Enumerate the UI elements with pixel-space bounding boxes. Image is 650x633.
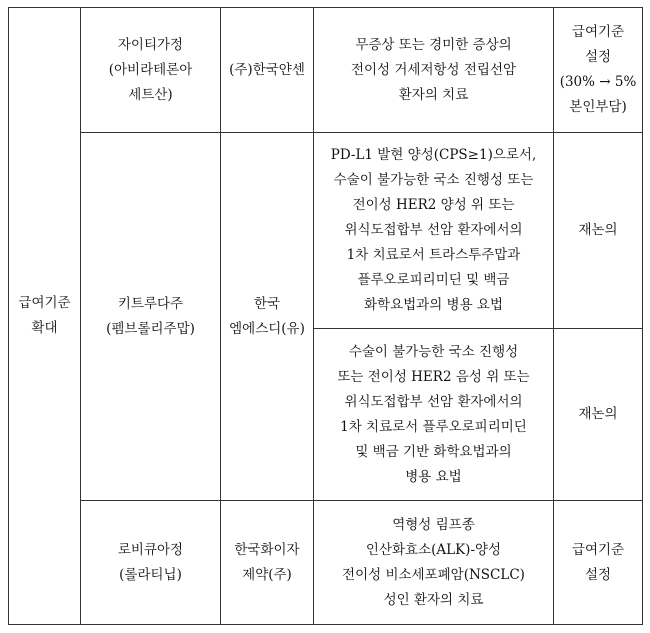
result-cell: 급여기준 설정 xyxy=(554,501,643,625)
result-cell: 재논의 xyxy=(554,133,643,329)
company-cell: 한국화이자 제약(주) xyxy=(221,501,314,625)
company-cell: (주)한국얀센 xyxy=(221,8,314,133)
drug-cell: 키트루다주 (펨브롤리주맙) xyxy=(81,133,221,501)
result-cell: 재논의 xyxy=(554,329,643,501)
table-row xyxy=(9,133,643,329)
indication-cell: 무증상 또는 경미한 증상의 전이성 거세저항성 전립선암 환자의 치료 xyxy=(314,8,554,133)
drug-cell: 로비큐아정 (롤라티닙) xyxy=(81,501,221,625)
company-cell: 한국 엠에스디(유) xyxy=(221,133,314,501)
indication-cell: 수술이 불가능한 국소 진행성 또는 전이성 HER2 음성 위 또는 위식도접합부 선암 환자에서의 1차 치료로서 플루오로피리미딘 및 백금 기반 화학요법과의 병용 요법 xyxy=(314,329,554,501)
indication-cell: 역형성 림프종 인산화효소(ALK)-양성 전이성 비소세포폐암(NSCLC) 성인 환자의 치료 xyxy=(314,501,554,625)
drug-cell: 자이티가정 (아비라테론아 세트산) xyxy=(81,8,221,133)
reimbursement-table xyxy=(8,7,643,625)
result-cell: 급여기준 설정 (30% → 5% 본인부담) xyxy=(554,8,643,133)
table-row xyxy=(9,8,643,133)
indication-cell: PD-L1 발현 양성(CPS≥1)으로서, 수술이 불가능한 국소 진행성 또는 전이성 HER2 양성 위 또는 위식도접합부 선암 환자에서의 1차 치료로서 트라스투주맙과 플루오로피리미딘 및 백금 화학요법과의 병용 요법 xyxy=(314,133,554,329)
table-row xyxy=(9,501,643,625)
category-cell: 급여기준 확대 xyxy=(9,8,81,625)
